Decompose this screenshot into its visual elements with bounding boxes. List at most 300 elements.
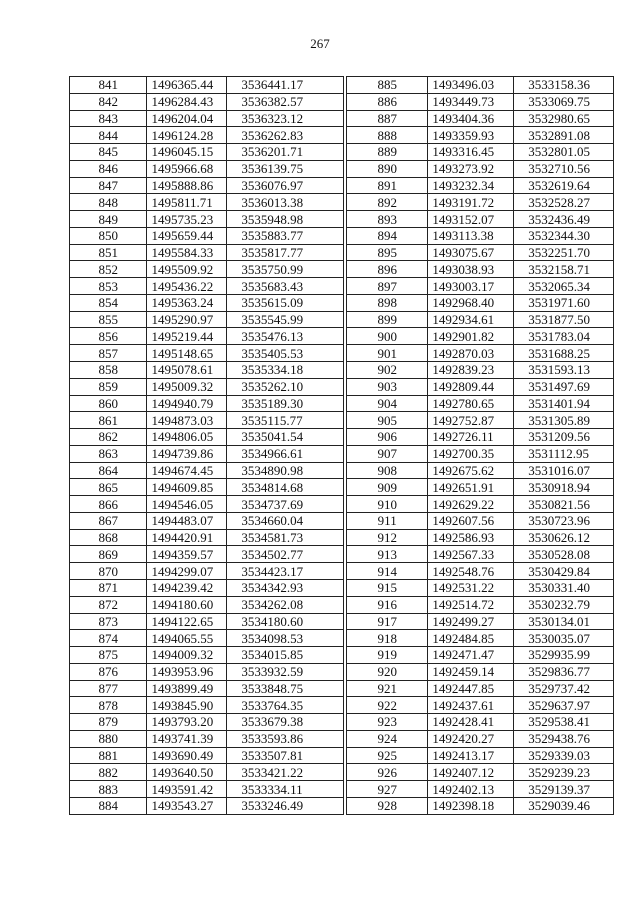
y-coordinate: 3534581.73 bbox=[227, 529, 344, 546]
point-number: 852 bbox=[70, 261, 147, 278]
x-coordinate: 1494806.05 bbox=[147, 429, 227, 446]
x-coordinate: 1493359.93 bbox=[428, 127, 514, 144]
x-coordinate: 1495811.71 bbox=[147, 194, 227, 211]
y-coordinate: 3532528.27 bbox=[514, 194, 614, 211]
table-row bbox=[347, 127, 614, 144]
y-coordinate: 3532891.08 bbox=[514, 127, 614, 144]
x-coordinate: 1493003.17 bbox=[428, 278, 514, 295]
x-coordinate: 1492499.27 bbox=[428, 613, 514, 630]
point-number: 849 bbox=[70, 211, 147, 228]
y-coordinate: 3531016.07 bbox=[514, 462, 614, 479]
x-coordinate: 1495219.44 bbox=[147, 328, 227, 345]
y-coordinate: 3534737.69 bbox=[227, 496, 344, 513]
table-row bbox=[347, 546, 614, 563]
x-coordinate: 1492700.35 bbox=[428, 445, 514, 462]
y-coordinate: 3535750.99 bbox=[227, 261, 344, 278]
y-coordinate: 3533334.11 bbox=[227, 781, 344, 798]
x-coordinate: 1495009.32 bbox=[147, 378, 227, 395]
x-coordinate: 1493591.42 bbox=[147, 781, 227, 798]
coordinates-table-left bbox=[69, 76, 344, 815]
x-coordinate: 1492471.47 bbox=[428, 647, 514, 664]
point-number: 884 bbox=[70, 797, 147, 814]
table-row bbox=[70, 747, 344, 764]
y-coordinate: 3529239.23 bbox=[514, 764, 614, 781]
page-number: 267 bbox=[310, 36, 330, 51]
table-row bbox=[347, 244, 614, 261]
table-row bbox=[70, 378, 344, 395]
y-coordinate: 3534262.08 bbox=[227, 596, 344, 613]
y-coordinate: 3536441.17 bbox=[227, 77, 344, 94]
point-number: 901 bbox=[347, 345, 428, 362]
x-coordinate: 1494065.55 bbox=[147, 630, 227, 647]
x-coordinate: 1492968.40 bbox=[428, 294, 514, 311]
x-coordinate: 1494239.42 bbox=[147, 579, 227, 596]
y-coordinate: 3529339.03 bbox=[514, 747, 614, 764]
point-number: 872 bbox=[70, 596, 147, 613]
y-coordinate: 3535545.99 bbox=[227, 311, 344, 328]
table-row bbox=[70, 697, 344, 714]
y-coordinate: 3533593.86 bbox=[227, 730, 344, 747]
point-number: 848 bbox=[70, 194, 147, 211]
y-coordinate: 3536262.83 bbox=[227, 127, 344, 144]
point-number: 894 bbox=[347, 227, 428, 244]
table-row bbox=[347, 345, 614, 362]
point-number: 882 bbox=[70, 764, 147, 781]
table-row bbox=[347, 144, 614, 161]
table-row bbox=[70, 93, 344, 110]
point-number: 918 bbox=[347, 630, 428, 647]
y-coordinate: 3531209.56 bbox=[514, 429, 614, 446]
x-coordinate: 1494180.60 bbox=[147, 596, 227, 613]
point-number: 905 bbox=[347, 412, 428, 429]
table-row bbox=[347, 412, 614, 429]
point-number: 926 bbox=[347, 764, 428, 781]
point-number: 844 bbox=[70, 127, 147, 144]
point-number: 915 bbox=[347, 579, 428, 596]
point-number: 887 bbox=[347, 110, 428, 127]
x-coordinate: 1492531.22 bbox=[428, 579, 514, 596]
x-coordinate: 1492567.33 bbox=[428, 546, 514, 563]
y-coordinate: 3531877.50 bbox=[514, 311, 614, 328]
table-row bbox=[347, 747, 614, 764]
y-coordinate: 3536201.71 bbox=[227, 144, 344, 161]
point-number: 861 bbox=[70, 412, 147, 429]
table-row bbox=[70, 781, 344, 798]
x-coordinate: 1492548.76 bbox=[428, 563, 514, 580]
table-row bbox=[70, 328, 344, 345]
point-number: 876 bbox=[70, 663, 147, 680]
y-coordinate: 3535615.09 bbox=[227, 294, 344, 311]
y-coordinate: 3535115.77 bbox=[227, 412, 344, 429]
x-coordinate: 1493113.38 bbox=[428, 227, 514, 244]
table-row bbox=[347, 278, 614, 295]
y-coordinate: 3531593.13 bbox=[514, 362, 614, 379]
point-number: 845 bbox=[70, 144, 147, 161]
point-number: 897 bbox=[347, 278, 428, 295]
table-row bbox=[70, 278, 344, 295]
table-row bbox=[347, 378, 614, 395]
x-coordinate: 1492752.87 bbox=[428, 412, 514, 429]
point-number: 846 bbox=[70, 160, 147, 177]
point-number: 902 bbox=[347, 362, 428, 379]
y-coordinate: 3529039.46 bbox=[514, 797, 614, 814]
x-coordinate: 1492629.22 bbox=[428, 496, 514, 513]
table-row bbox=[70, 647, 344, 664]
table-row bbox=[347, 362, 614, 379]
y-coordinate: 3535948.98 bbox=[227, 211, 344, 228]
y-coordinate: 3530134.01 bbox=[514, 613, 614, 630]
table-row bbox=[347, 311, 614, 328]
table-row bbox=[70, 714, 344, 731]
point-number: 863 bbox=[70, 445, 147, 462]
table-row bbox=[347, 160, 614, 177]
table-right-body bbox=[347, 77, 614, 815]
y-coordinate: 3534098.53 bbox=[227, 630, 344, 647]
y-coordinate: 3533246.49 bbox=[227, 797, 344, 814]
y-coordinate: 3533158.36 bbox=[514, 77, 614, 94]
table-row bbox=[347, 211, 614, 228]
table-row bbox=[347, 663, 614, 680]
table-row bbox=[70, 445, 344, 462]
x-coordinate: 1493690.49 bbox=[147, 747, 227, 764]
y-coordinate: 3531497.69 bbox=[514, 378, 614, 395]
y-coordinate: 3531401.94 bbox=[514, 395, 614, 412]
y-coordinate: 3529438.76 bbox=[514, 730, 614, 747]
x-coordinate: 1492514.72 bbox=[428, 596, 514, 613]
y-coordinate: 3535334.18 bbox=[227, 362, 344, 379]
point-number: 886 bbox=[347, 93, 428, 110]
y-coordinate: 3534814.68 bbox=[227, 479, 344, 496]
x-coordinate: 1492398.18 bbox=[428, 797, 514, 814]
table-row bbox=[347, 496, 614, 513]
y-coordinate: 3536013.38 bbox=[227, 194, 344, 211]
x-coordinate: 1494873.03 bbox=[147, 412, 227, 429]
x-coordinate: 1494674.45 bbox=[147, 462, 227, 479]
y-coordinate: 3534342.93 bbox=[227, 579, 344, 596]
y-coordinate: 3529637.97 bbox=[514, 697, 614, 714]
y-coordinate: 3529538.41 bbox=[514, 714, 614, 731]
table-row bbox=[70, 395, 344, 412]
x-coordinate: 1493899.49 bbox=[147, 680, 227, 697]
x-coordinate: 1493793.20 bbox=[147, 714, 227, 731]
y-coordinate: 3536139.75 bbox=[227, 160, 344, 177]
x-coordinate: 1495148.65 bbox=[147, 345, 227, 362]
point-number: 862 bbox=[70, 429, 147, 446]
x-coordinate: 1493038.93 bbox=[428, 261, 514, 278]
point-number: 879 bbox=[70, 714, 147, 731]
point-number: 842 bbox=[70, 93, 147, 110]
y-coordinate: 3532710.56 bbox=[514, 160, 614, 177]
y-coordinate: 3530528.08 bbox=[514, 546, 614, 563]
y-coordinate: 3530626.12 bbox=[514, 529, 614, 546]
table-row bbox=[347, 613, 614, 630]
point-number: 896 bbox=[347, 261, 428, 278]
x-coordinate: 1492780.65 bbox=[428, 395, 514, 412]
point-number: 864 bbox=[70, 462, 147, 479]
x-coordinate: 1492934.61 bbox=[428, 311, 514, 328]
y-coordinate: 3532619.64 bbox=[514, 177, 614, 194]
point-number: 850 bbox=[70, 227, 147, 244]
table-row bbox=[347, 680, 614, 697]
x-coordinate: 1495659.44 bbox=[147, 227, 227, 244]
y-coordinate: 3531971.60 bbox=[514, 294, 614, 311]
x-coordinate: 1496124.28 bbox=[147, 127, 227, 144]
x-coordinate: 1494609.85 bbox=[147, 479, 227, 496]
x-coordinate: 1494359.57 bbox=[147, 546, 227, 563]
table-row bbox=[347, 429, 614, 446]
table-row bbox=[70, 563, 344, 580]
table-row bbox=[70, 512, 344, 529]
table-row bbox=[347, 529, 614, 546]
x-coordinate: 1492839.23 bbox=[428, 362, 514, 379]
table-row bbox=[70, 412, 344, 429]
table-row bbox=[347, 563, 614, 580]
point-number: 891 bbox=[347, 177, 428, 194]
x-coordinate: 1494940.79 bbox=[147, 395, 227, 412]
point-number: 909 bbox=[347, 479, 428, 496]
y-coordinate: 3532436.49 bbox=[514, 211, 614, 228]
point-number: 917 bbox=[347, 613, 428, 630]
y-coordinate: 3535041.54 bbox=[227, 429, 344, 446]
point-number: 880 bbox=[70, 730, 147, 747]
x-coordinate: 1493404.36 bbox=[428, 110, 514, 127]
point-number: 928 bbox=[347, 797, 428, 814]
point-number: 866 bbox=[70, 496, 147, 513]
x-coordinate: 1492484.85 bbox=[428, 630, 514, 647]
y-coordinate: 3534015.85 bbox=[227, 647, 344, 664]
table-row bbox=[70, 730, 344, 747]
x-coordinate: 1492413.17 bbox=[428, 747, 514, 764]
table-row bbox=[347, 630, 614, 647]
x-coordinate: 1493845.90 bbox=[147, 697, 227, 714]
x-coordinate: 1492428.41 bbox=[428, 714, 514, 731]
y-coordinate: 3534502.77 bbox=[227, 546, 344, 563]
table-row bbox=[70, 244, 344, 261]
y-coordinate: 3531783.04 bbox=[514, 328, 614, 345]
y-coordinate: 3530723.96 bbox=[514, 512, 614, 529]
y-coordinate: 3531688.25 bbox=[514, 345, 614, 362]
x-coordinate: 1495888.86 bbox=[147, 177, 227, 194]
x-coordinate: 1496204.04 bbox=[147, 110, 227, 127]
point-number: 869 bbox=[70, 546, 147, 563]
point-number: 895 bbox=[347, 244, 428, 261]
point-number: 889 bbox=[347, 144, 428, 161]
x-coordinate: 1495078.61 bbox=[147, 362, 227, 379]
x-coordinate: 1492809.44 bbox=[428, 378, 514, 395]
point-number: 854 bbox=[70, 294, 147, 311]
point-number: 874 bbox=[70, 630, 147, 647]
table-row bbox=[347, 797, 614, 814]
point-number: 851 bbox=[70, 244, 147, 261]
y-coordinate: 3530331.40 bbox=[514, 579, 614, 596]
table-row bbox=[70, 680, 344, 697]
y-coordinate: 3535817.77 bbox=[227, 244, 344, 261]
point-number: 904 bbox=[347, 395, 428, 412]
point-number: 881 bbox=[70, 747, 147, 764]
y-coordinate: 3530821.56 bbox=[514, 496, 614, 513]
table-row bbox=[347, 110, 614, 127]
x-coordinate: 1492901.82 bbox=[428, 328, 514, 345]
x-coordinate: 1495509.92 bbox=[147, 261, 227, 278]
y-coordinate: 3533932.59 bbox=[227, 663, 344, 680]
table-row bbox=[70, 596, 344, 613]
table-row bbox=[70, 429, 344, 446]
point-number: 885 bbox=[347, 77, 428, 94]
table-row bbox=[347, 177, 614, 194]
table-row bbox=[70, 546, 344, 563]
table-row bbox=[347, 512, 614, 529]
table-row bbox=[347, 714, 614, 731]
point-number: 860 bbox=[70, 395, 147, 412]
y-coordinate: 3531112.95 bbox=[514, 445, 614, 462]
table-row bbox=[347, 194, 614, 211]
point-number: 908 bbox=[347, 462, 428, 479]
table-row bbox=[70, 160, 344, 177]
x-coordinate: 1493449.73 bbox=[428, 93, 514, 110]
table-row bbox=[347, 395, 614, 412]
x-coordinate: 1492607.56 bbox=[428, 512, 514, 529]
table-row bbox=[347, 579, 614, 596]
point-number: 857 bbox=[70, 345, 147, 362]
point-number: 907 bbox=[347, 445, 428, 462]
point-number: 923 bbox=[347, 714, 428, 731]
y-coordinate: 3535476.13 bbox=[227, 328, 344, 345]
y-coordinate: 3536323.12 bbox=[227, 110, 344, 127]
point-number: 898 bbox=[347, 294, 428, 311]
x-coordinate: 1496284.43 bbox=[147, 93, 227, 110]
x-coordinate: 1493953.96 bbox=[147, 663, 227, 680]
y-coordinate: 3533679.38 bbox=[227, 714, 344, 731]
y-coordinate: 3533507.81 bbox=[227, 747, 344, 764]
point-number: 911 bbox=[347, 512, 428, 529]
x-coordinate: 1493191.72 bbox=[428, 194, 514, 211]
y-coordinate: 3536076.97 bbox=[227, 177, 344, 194]
point-number: 843 bbox=[70, 110, 147, 127]
x-coordinate: 1493273.92 bbox=[428, 160, 514, 177]
table-row bbox=[347, 764, 614, 781]
y-coordinate: 3531305.89 bbox=[514, 412, 614, 429]
table-row bbox=[70, 177, 344, 194]
table-row bbox=[70, 144, 344, 161]
point-number: 900 bbox=[347, 328, 428, 345]
point-number: 893 bbox=[347, 211, 428, 228]
x-coordinate: 1492459.14 bbox=[428, 663, 514, 680]
x-coordinate: 1493232.34 bbox=[428, 177, 514, 194]
point-number: 855 bbox=[70, 311, 147, 328]
x-coordinate: 1492586.93 bbox=[428, 529, 514, 546]
x-coordinate: 1493496.03 bbox=[428, 77, 514, 94]
point-number: 899 bbox=[347, 311, 428, 328]
point-number: 856 bbox=[70, 328, 147, 345]
table-row bbox=[347, 445, 614, 462]
table-row bbox=[70, 579, 344, 596]
y-coordinate: 3532065.34 bbox=[514, 278, 614, 295]
x-coordinate: 1494299.07 bbox=[147, 563, 227, 580]
y-coordinate: 3534966.61 bbox=[227, 445, 344, 462]
y-coordinate: 3530035.07 bbox=[514, 630, 614, 647]
point-number: 875 bbox=[70, 647, 147, 664]
table-row bbox=[347, 462, 614, 479]
point-number: 903 bbox=[347, 378, 428, 395]
point-number: 890 bbox=[347, 160, 428, 177]
table-row bbox=[70, 77, 344, 94]
point-number: 922 bbox=[347, 697, 428, 714]
table-row bbox=[70, 311, 344, 328]
x-coordinate: 1494009.32 bbox=[147, 647, 227, 664]
table-row bbox=[70, 764, 344, 781]
table-left-body bbox=[70, 77, 344, 815]
table-row bbox=[347, 261, 614, 278]
x-coordinate: 1493741.39 bbox=[147, 730, 227, 747]
point-number: 883 bbox=[70, 781, 147, 798]
table-row bbox=[347, 781, 614, 798]
table-row bbox=[70, 194, 344, 211]
point-number: 878 bbox=[70, 697, 147, 714]
table-row bbox=[70, 630, 344, 647]
y-coordinate: 3535683.43 bbox=[227, 278, 344, 295]
y-coordinate: 3535405.53 bbox=[227, 345, 344, 362]
y-coordinate: 3532801.05 bbox=[514, 144, 614, 161]
x-coordinate: 1495436.22 bbox=[147, 278, 227, 295]
y-coordinate: 3536382.57 bbox=[227, 93, 344, 110]
point-number: 906 bbox=[347, 429, 428, 446]
y-coordinate: 3530232.79 bbox=[514, 596, 614, 613]
point-number: 868 bbox=[70, 529, 147, 546]
x-coordinate: 1492726.11 bbox=[428, 429, 514, 446]
x-coordinate: 1495363.24 bbox=[147, 294, 227, 311]
table-row bbox=[70, 294, 344, 311]
y-coordinate: 3529139.37 bbox=[514, 781, 614, 798]
y-coordinate: 3534180.60 bbox=[227, 613, 344, 630]
y-coordinate: 3535262.10 bbox=[227, 378, 344, 395]
point-number: 921 bbox=[347, 680, 428, 697]
table-row bbox=[347, 479, 614, 496]
table-row bbox=[70, 362, 344, 379]
x-coordinate: 1492420.27 bbox=[428, 730, 514, 747]
y-coordinate: 3535189.30 bbox=[227, 395, 344, 412]
x-coordinate: 1492402.13 bbox=[428, 781, 514, 798]
point-number: 858 bbox=[70, 362, 147, 379]
table-row bbox=[70, 110, 344, 127]
y-coordinate: 3533069.75 bbox=[514, 93, 614, 110]
table-row bbox=[347, 93, 614, 110]
point-number: 912 bbox=[347, 529, 428, 546]
table-row bbox=[70, 227, 344, 244]
table-row bbox=[347, 596, 614, 613]
table-row bbox=[70, 496, 344, 513]
x-coordinate: 1493543.27 bbox=[147, 797, 227, 814]
y-coordinate: 3529737.42 bbox=[514, 680, 614, 697]
x-coordinate: 1492437.61 bbox=[428, 697, 514, 714]
x-coordinate: 1495290.97 bbox=[147, 311, 227, 328]
point-number: 925 bbox=[347, 747, 428, 764]
x-coordinate: 1492870.03 bbox=[428, 345, 514, 362]
point-number: 877 bbox=[70, 680, 147, 697]
y-coordinate: 3533848.75 bbox=[227, 680, 344, 697]
table-row bbox=[70, 345, 344, 362]
point-number: 853 bbox=[70, 278, 147, 295]
table-row bbox=[70, 261, 344, 278]
point-number: 859 bbox=[70, 378, 147, 395]
table-row bbox=[347, 328, 614, 345]
y-coordinate: 3533421.22 bbox=[227, 764, 344, 781]
x-coordinate: 1494546.05 bbox=[147, 496, 227, 513]
y-coordinate: 3533764.35 bbox=[227, 697, 344, 714]
point-number: 919 bbox=[347, 647, 428, 664]
y-coordinate: 3532251.70 bbox=[514, 244, 614, 261]
point-number: 892 bbox=[347, 194, 428, 211]
point-number: 847 bbox=[70, 177, 147, 194]
